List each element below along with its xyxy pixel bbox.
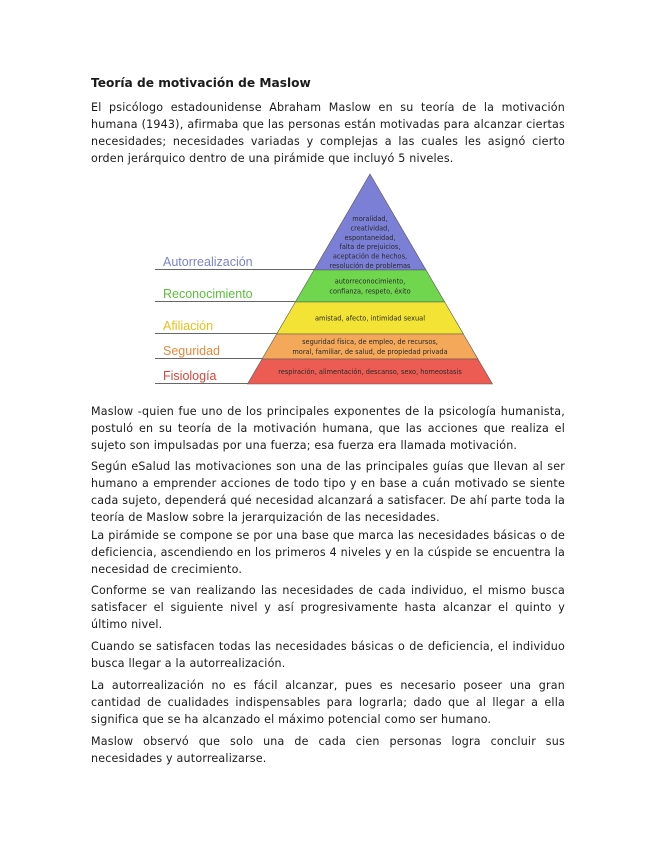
maslow-pyramid xyxy=(155,170,495,390)
paragraph-4: La pirámide se compone se por una base que marca las necesidades básicas o de deficiencia, ascendiendo en los primeros 4 niveles y en la cúspide se encuentra la necesidad de crecimiento. xyxy=(91,529,565,576)
pyramid-level-label: Fisiología xyxy=(163,369,217,383)
pyramid-level-text: amistad, afecto, intimidad sexual xyxy=(314,314,426,323)
paragraph-2: Maslow -quien fue uno de los principales exponentes de la psicología humanista, postuló en su teoría de la motivación humana, que las acciones que realiza el sujeto son impulsadas por una fuerza; esa fuerza era llamada motivación. xyxy=(91,405,565,452)
pyramid-level-2 xyxy=(295,270,444,302)
pyramid-level-text: creatividad, xyxy=(350,224,390,233)
paragraph-8: Maslow observó que solo una de cada cien personas logra concluir sus necesidades y autorrealizarse. xyxy=(91,735,565,765)
paragraph-intro: El psicólogo estadounidense Abraham Maslow en su teoría de la motivación humana (1943), afirmaba que las personas están motivadas para alcanzar ciertas necesidades; necesidades variadas y complejas a las cuales les asignó cierto orden jerárquico dentro de una pirámide que incluyó 5 niveles. xyxy=(91,101,565,165)
maslow-pyramid-figure xyxy=(155,170,495,390)
pyramid-level-text: moralidad, xyxy=(352,215,388,223)
pyramid-level-label: Autorrealización xyxy=(163,255,253,269)
pyramid-level-text: falta de prejuicios, xyxy=(339,243,401,252)
pyramid-level-text: aceptación de hechos, xyxy=(332,252,408,261)
pyramid-level-text: seguridad física, de empleo, de recursos, xyxy=(302,338,438,346)
pyramid-level-text: respiración, alimentación, descanso, sexo, homeostasis xyxy=(278,368,462,376)
paragraph-7: La autorrealización no es fácil alcanzar, pues es necesario poseer una gran cantidad de cualidades indispensables para lograrla; dado que al llegar a ella significa que se ha alcanzado el máximo potencial como ser humano. xyxy=(91,679,565,726)
pyramid-level-label: Seguridad xyxy=(163,344,220,358)
paragraph-6: Cuando se satisfacen todas las necesidades básicas o de deficiencia, el individuo busca llegar a la autorrealización. xyxy=(91,640,565,670)
paragraph-5: Conforme se van realizando las necesidades de cada individuo, el mismo busca satisfacer el siguiente nivel y así progresivamente hasta alcanzar el quinto y último nivel. xyxy=(91,584,565,631)
pyramid-level-text: resolución de problemas xyxy=(329,262,411,270)
pyramid-level-text: espontaneidad, xyxy=(344,233,396,242)
pyramid-level-text: moral, familiar, de salud, de propiedad privada xyxy=(292,348,448,356)
pyramid-level-label: Reconocimiento xyxy=(163,287,253,301)
pyramid-level-text: autorreconocimiento, xyxy=(334,277,406,286)
document-title: Teoría de motivación de Maslow xyxy=(91,76,311,90)
paragraph-3: Según eSalud las motivaciones son una de las principales guías que llevan al ser humano a emprender acciones de todo tipo y en base a cuán motivado se siente cada sujeto, dependerá qué necesidad alcanzará a satisfacer. De ahí parte toda la teoría de Maslow sobre la jerarquización de las necesidades. xyxy=(91,460,565,524)
pyramid-level-label: Afiliación xyxy=(163,319,214,333)
pyramid-level-text: confianza, respeto, éxito xyxy=(329,287,411,296)
